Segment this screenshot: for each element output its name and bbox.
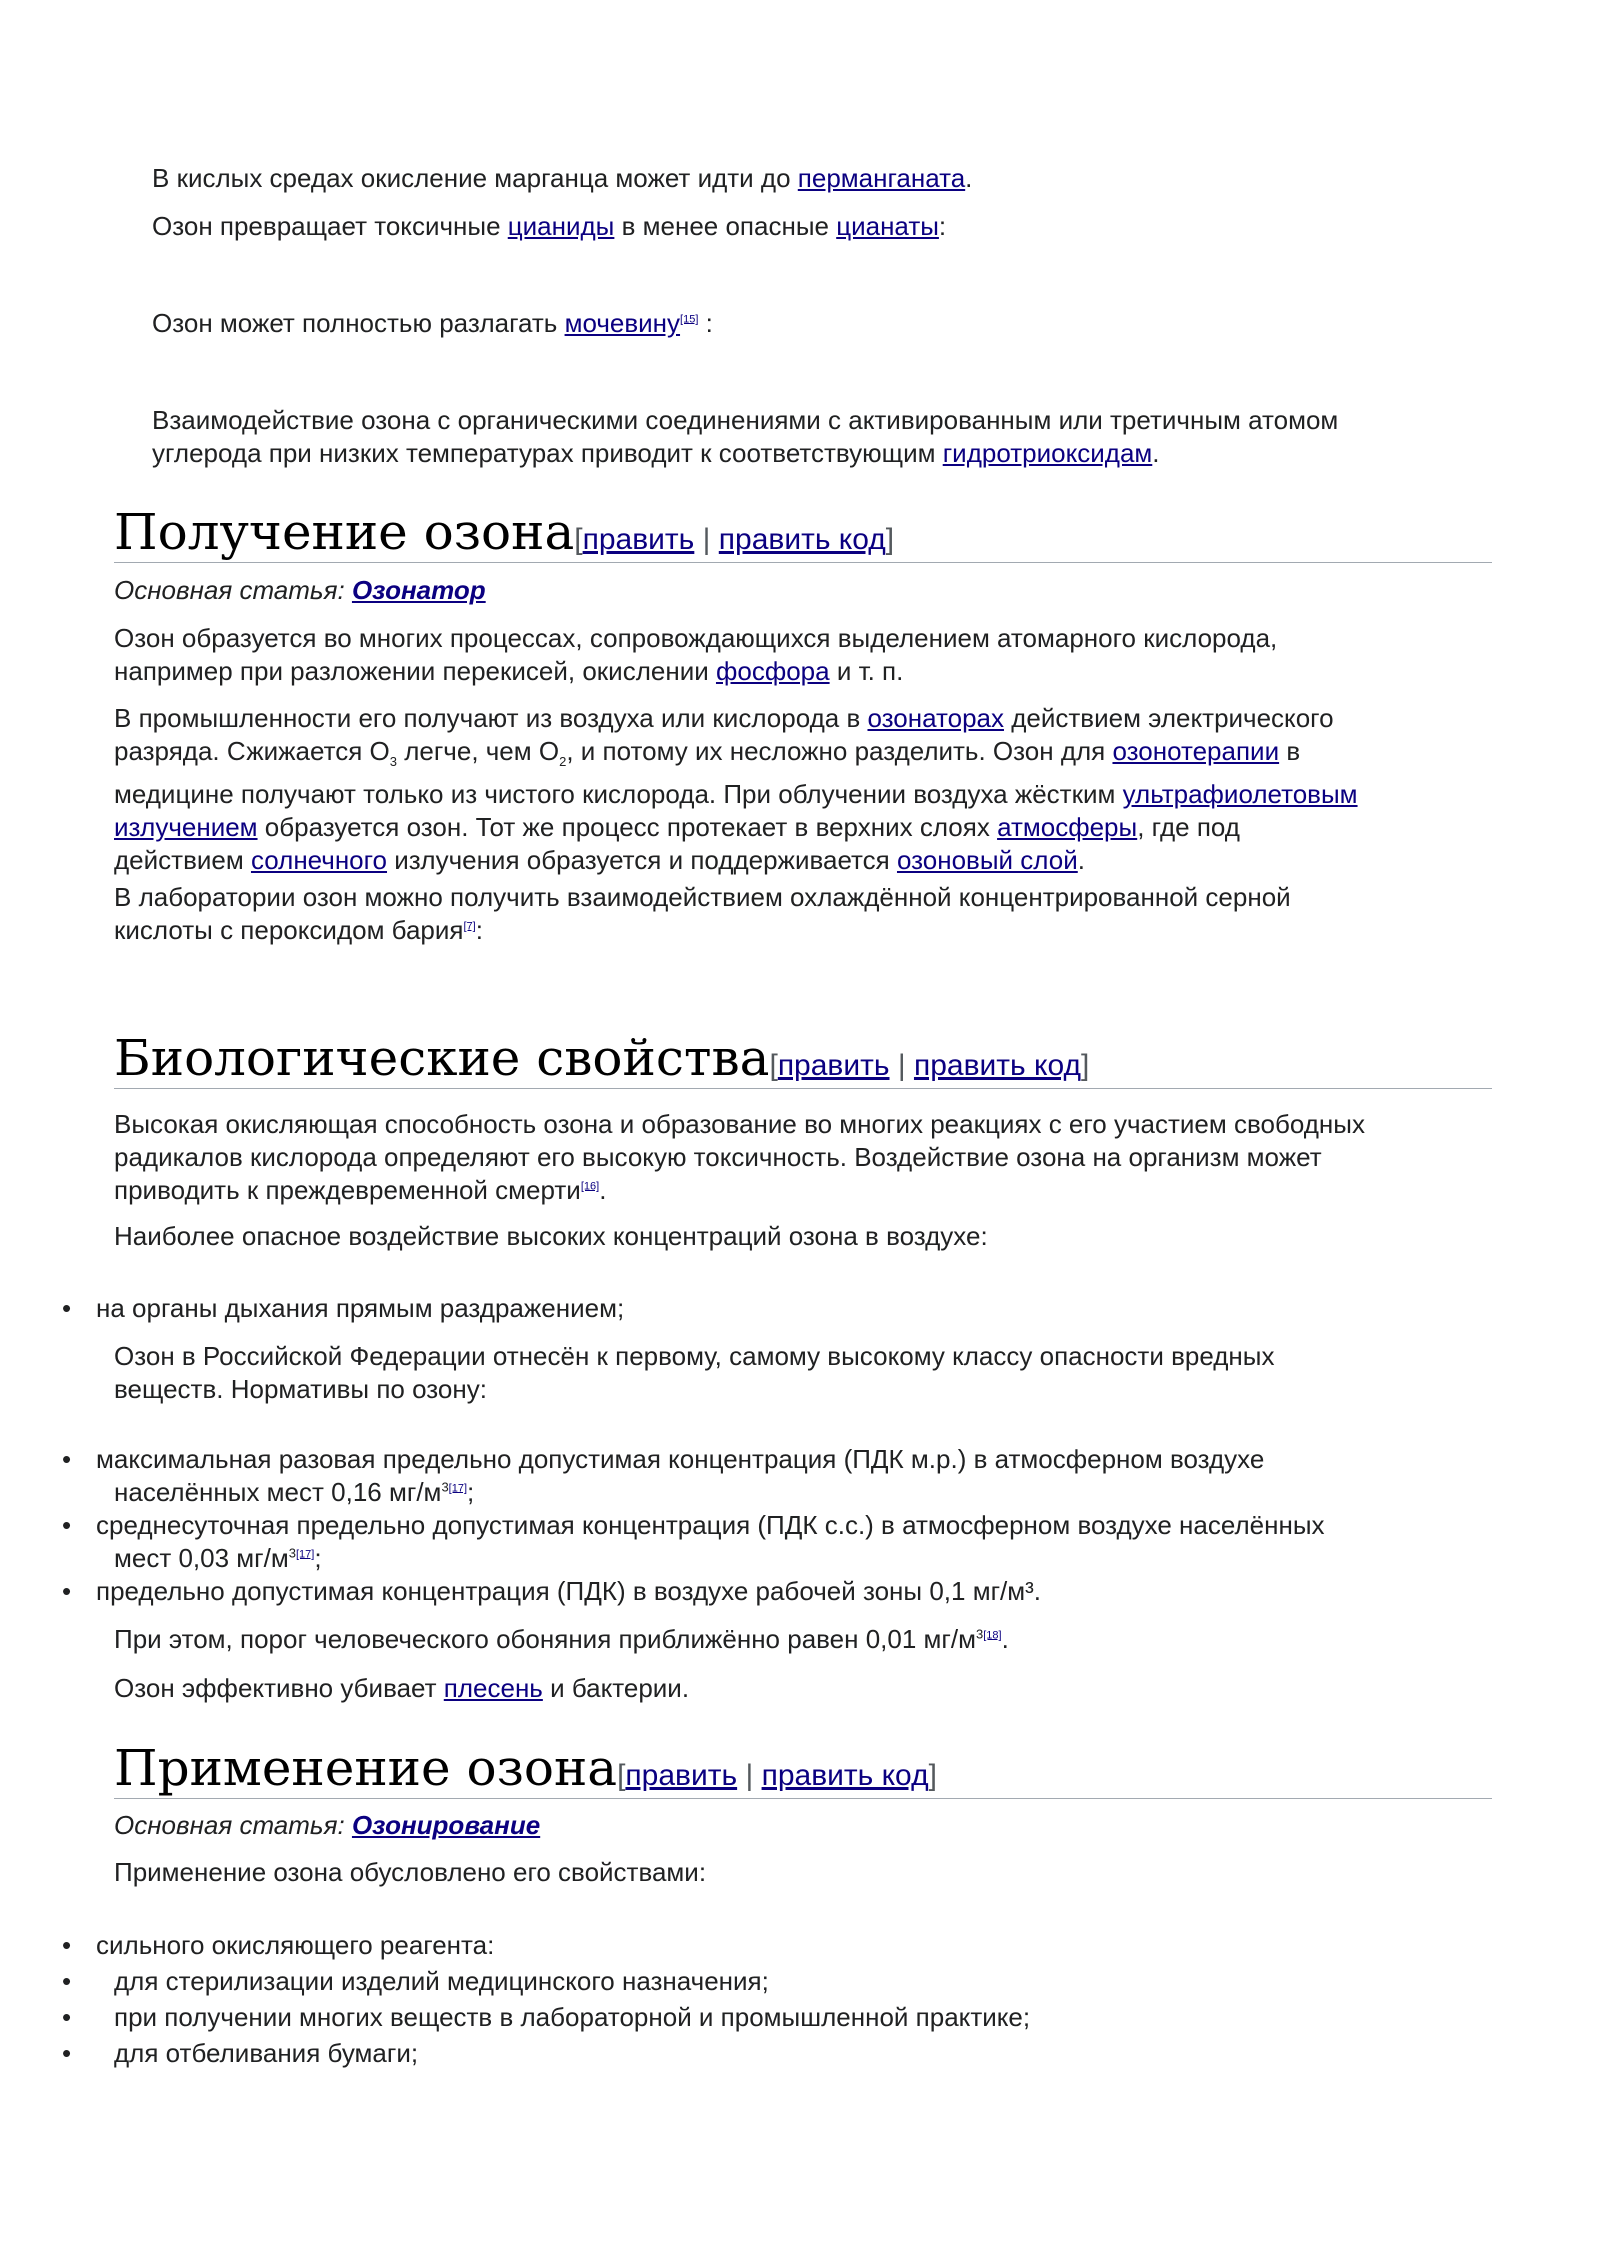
urea-link[interactable]: мочевину: [564, 308, 681, 338]
section-title: Получение озона: [114, 503, 575, 561]
edit-link[interactable]: править: [582, 523, 695, 556]
permanganate-link[interactable]: перманганата: [797, 163, 966, 193]
atmosphere-link[interactable]: атмосферы: [997, 812, 1138, 843]
section-title: Биологические свойства: [114, 1029, 770, 1087]
hatnote-application: Основная статья: Озонирование: [114, 1810, 541, 1840]
production-paragraph-1: Озон образуется во многих процессах, сопровождающихся выделением атомарного кислорода, например при разложении перекисей, окислении фосфора и т. п.: [114, 623, 1278, 686]
cyanates-link[interactable]: цианаты: [836, 211, 939, 241]
bullet-icon: •: [62, 1510, 72, 1540]
list-item: среднесуточная предельно допустимая концентрация (ПДК с.с.) в атмосферном воздухе населённых мест 0,03 мг/м$^{3[17]}$;: [96, 1510, 1325, 1573]
list-item: при получении многих веществ в лабораторной и промышленной практике;: [114, 2002, 1031, 2032]
production-paragraph-2: В промышленности его получают из воздуха или кислорода в озонаторах действием электрического разряда. Сжижается $O_3$ легче, чем $O_2$, и потому их несложно разделить. Озон для озонотерапии в медицине получают только из чистого кислорода. При облучении воздуха жёстким ультрафиолетовым излучением образуется озон. Тот же процесс протекает в верхних слоях атмосферы, где под действием солнечного излучения образуется и поддерживается озоновый слой.: [114, 703, 1358, 876]
edit-link[interactable]: править: [777, 1049, 890, 1082]
section-heading-production: [114, 504, 1492, 563]
bullet-icon: •: [62, 1930, 72, 1960]
ultraviolet-link[interactable]: ультрафиолетовым: [1122, 779, 1358, 810]
phosphorus-link[interactable]: фосфора: [715, 656, 830, 686]
list-item: для отбеливания бумаги;: [114, 2038, 419, 2068]
application-paragraph-1: Применение озона обусловлено его свойствами:: [114, 1857, 707, 1887]
biology-paragraph-1: Высокая окисляющая способность озона и образование во многих реакциях с его участием свободных радикалов кислорода определяют его высокую токсичность. Воздействие озона на организм может приводить к преждевременной смерти[16].: [114, 1109, 1365, 1205]
bullet-icon: •: [62, 2038, 72, 2068]
bullet-icon: •: [62, 1966, 72, 1996]
intro-paragraph-3: Озон может полностью разлагать мочевину[15] :: [152, 308, 713, 338]
ref-17-link[interactable]: [17]: [296, 1548, 315, 1561]
intro-paragraph-1: В кислых средах окисление марганца может идти до перманганата.: [152, 163, 973, 193]
bullet-icon: •: [62, 1444, 72, 1474]
list-item: сильного окисляющего реагента:: [96, 1930, 495, 1960]
intro-paragraph-4: Взаимодействие озона с органическими соединениями с активированным или третичным атомом углерода при низких температурах приводит к соответствующим гидротриоксидам.: [152, 405, 1339, 468]
ozone-therapy-link[interactable]: озонотерапии: [1112, 736, 1280, 766]
biology-paragraph-3: Озон в Российской Федерации отнесён к первому, самому высокому классу опасности вредных веществ. Нормативы по озону:: [114, 1341, 1275, 1404]
intro-paragraph-2: Озон превращает токсичные цианиды в менее опасные цианаты:: [152, 211, 947, 241]
hatnote-production: Основная статья: Озонатор: [114, 575, 486, 605]
bullet-icon: •: [62, 1293, 72, 1323]
edit-code-link[interactable]: править код: [718, 523, 886, 556]
production-paragraph-3: В лаборатории озон можно получить взаимодействием охлаждённой концентрированной серной кислоты с пероксидом бария[7]:: [114, 882, 1291, 945]
edit-links: [править | править код]: [617, 1759, 937, 1792]
list-item: для стерилизации изделий медицинского назначения;: [114, 1966, 769, 1996]
ozonation-link[interactable]: Озонирование: [351, 1810, 541, 1840]
edit-code-link[interactable]: править код: [913, 1049, 1081, 1082]
section-heading-application: [114, 1740, 1492, 1799]
biology-paragraph-5: Озон эффективно убивает плесень и бактерии.: [114, 1673, 690, 1703]
mold-link[interactable]: плесень: [443, 1673, 543, 1703]
list-item: на органы дыхания прямым раздражением;: [96, 1293, 625, 1323]
edit-code-link[interactable]: править код: [761, 1759, 929, 1792]
ultraviolet-radiation-link[interactable]: излучением: [114, 812, 258, 843]
section-title: Применение озона: [114, 1739, 618, 1797]
ref-15-link[interactable]: [15]: [680, 313, 699, 326]
list-item: максимальная разовая предельно допустимая концентрация (ПДК м.р.) в атмосферном воздухе населённых мест 0,16 мг/м$^{3[17]}$;: [96, 1444, 1265, 1507]
ref-17-link[interactable]: [17]: [448, 1482, 468, 1495]
ref-16-link[interactable]: [16]: [580, 1180, 600, 1193]
edit-link[interactable]: править: [625, 1759, 738, 1792]
solar-link[interactable]: солнечного: [250, 845, 388, 876]
cyanides-link[interactable]: цианиды: [507, 211, 615, 241]
hydrotrioxides-link[interactable]: гидротриоксидам: [942, 438, 1153, 468]
ozonator-link[interactable]: Озонатор: [351, 575, 486, 605]
ozonators-link[interactable]: озонаторах: [867, 703, 1004, 733]
bullet-icon: •: [62, 2002, 72, 2032]
section-heading-biology: [114, 1030, 1492, 1089]
edit-links: [править | править код]: [574, 523, 895, 556]
list-item: предельно допустимая концентрация (ПДК) в воздухе рабочей зоны 0,1 мг/м³.: [96, 1576, 1042, 1606]
bullet-icon: •: [62, 1576, 72, 1606]
ref-7-link[interactable]: [7]: [463, 920, 476, 933]
edit-links: [править | править код]: [769, 1049, 1090, 1082]
ozone-layer-link[interactable]: озоновый слой: [896, 845, 1078, 876]
ref-18-link[interactable]: [18]: [983, 1629, 1002, 1642]
biology-paragraph-2: Наиболее опасное воздействие высоких концентраций озона в воздухе:: [114, 1221, 988, 1251]
biology-paragraph-4: При этом, порог человеческого обоняния приближённо равен 0,01 мг/м$^{3[18]}$.: [114, 1624, 1009, 1654]
